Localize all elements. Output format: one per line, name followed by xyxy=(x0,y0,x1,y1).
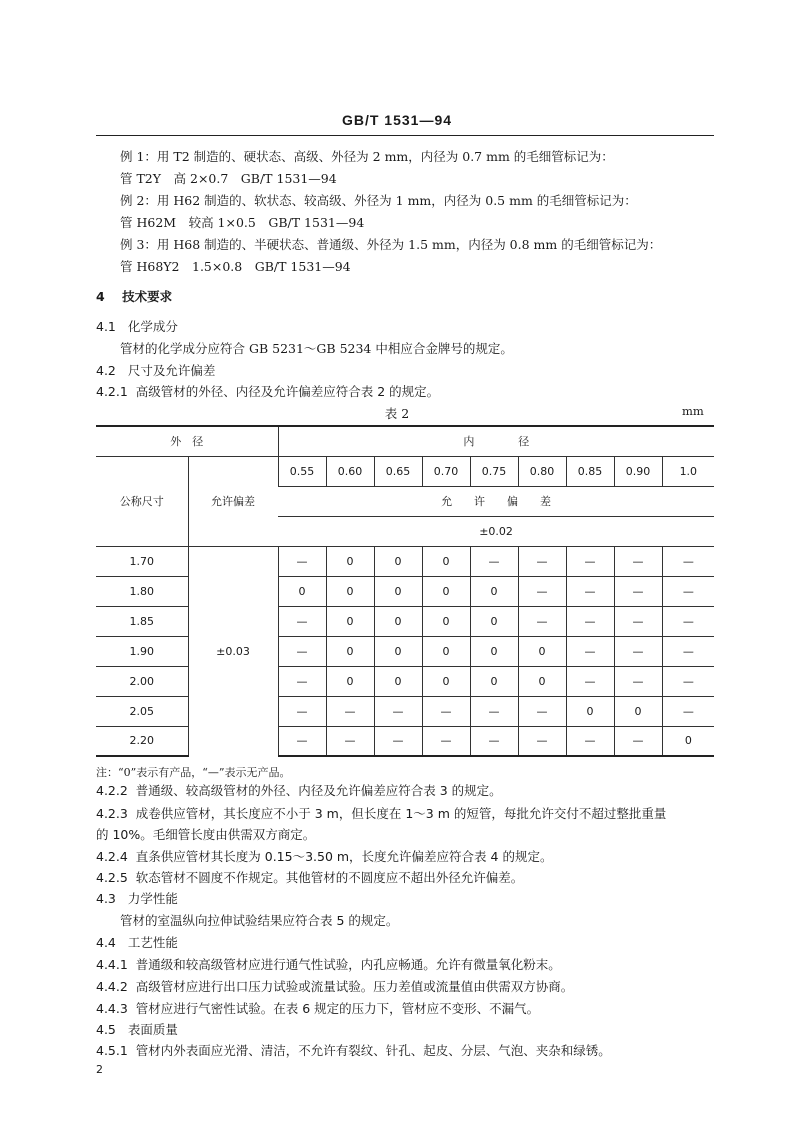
section-4-5-heading xyxy=(96,1021,178,1039)
table-cell: 0 xyxy=(662,726,714,756)
table-cell: 0 xyxy=(470,666,518,696)
clause-number: 4.4 xyxy=(96,935,116,950)
outer-diameter-value: 2.00 xyxy=(96,666,188,696)
table-cell: 0 xyxy=(374,576,422,606)
table-cell: — xyxy=(566,666,614,696)
clause-4-4-3 xyxy=(96,1000,539,1018)
table-cell: — xyxy=(662,636,714,666)
table-2-title: 表 2 xyxy=(384,406,410,421)
table-cell: 0 xyxy=(374,666,422,696)
table-cell: — xyxy=(278,606,326,636)
clause-4-2-3 xyxy=(96,805,666,823)
clause-4-2-2 xyxy=(96,782,502,800)
table-cell: — xyxy=(470,546,518,576)
table-cell: — xyxy=(278,696,326,726)
clause-number: 4.4.1 xyxy=(96,957,128,972)
table-cell: — xyxy=(326,726,374,756)
table-cell: — xyxy=(662,666,714,696)
clause-text: 力学性能 xyxy=(127,891,178,906)
clause-text: 管材内外表面应光滑、清洁，不允许有裂纹、针孔、起皮、分层、气泡、夹杂和绿锈。 xyxy=(135,1043,611,1058)
section-4-1-text: 管材的化学成分应符合 GB 5231～GB 5234 中相应合金牌号的规定。 xyxy=(120,341,513,356)
table-cell: 0 xyxy=(422,606,470,636)
inner-tolerance-label: 允 许 偏 差 xyxy=(278,486,714,516)
table-cell: — xyxy=(278,546,326,576)
clause-text: 软态管材不圆度不作规定。其他管材的不圆度应不超出外径允许偏差。 xyxy=(135,870,524,885)
table-cell: — xyxy=(278,666,326,696)
clause-text: 工艺性能 xyxy=(127,935,178,950)
outer-diameter-value: 2.05 xyxy=(96,696,188,726)
table-cell: 0 xyxy=(470,606,518,636)
table-cell: — xyxy=(518,546,566,576)
clause-text: 普通级和较高级管材应进行通气性试验，内孔应畅通。允许有微量氧化粉末。 xyxy=(135,957,561,972)
table-2-note: 注：“0”表示有产品，“—”表示无产品。 xyxy=(96,766,291,779)
section-4-2-1-text: 高级管材的外径、内径及允许偏差应符合表 2 的规定。 xyxy=(135,384,440,399)
section-4-2-1-number: 4.2.1 xyxy=(96,384,128,399)
table-cell: 0 xyxy=(374,606,422,636)
clause-text: 成卷供应管材，其长度应不小于 3 m，但长度在 1～3 m 的短管，每批允许交付不超过整批重量 xyxy=(135,806,667,821)
table-cell: 0 xyxy=(326,666,374,696)
table-cell: 0 xyxy=(470,636,518,666)
inner-diameter-value: 0.80 xyxy=(518,456,566,486)
inner-diameter-value: 0.65 xyxy=(374,456,422,486)
table-cell: — xyxy=(566,636,614,666)
table-cell: — xyxy=(470,696,518,726)
clause-text: 高级管材应进行出口压力试验或流量试验。压力差值或流量值由供需双方协商。 xyxy=(135,979,574,994)
section-4-title: 技术要求 xyxy=(122,289,173,304)
table-cell: — xyxy=(470,726,518,756)
table-cell: — xyxy=(518,576,566,606)
table-cell: 0 xyxy=(470,576,518,606)
table-cell: — xyxy=(374,696,422,726)
section-4-3-text: 管材的室温纵向拉伸试验结果应符合表 5 的规定。 xyxy=(120,913,399,928)
table-cell: — xyxy=(422,726,470,756)
inner-tolerance-value: ±0.02 xyxy=(278,516,714,546)
table-cell: — xyxy=(278,726,326,756)
outer-diameter-value: 1.85 xyxy=(96,606,188,636)
clause-4-2-3-continued: 的 10%。毛细管长度由供需双方商定。 xyxy=(96,827,316,842)
table-cell: 0 xyxy=(326,636,374,666)
example-3-mark: 管 H68Y2 1.5×0.8 GB/T 1531—94 xyxy=(120,259,351,274)
outer-diameter-value: 1.80 xyxy=(96,576,188,606)
table-cell: 0 xyxy=(326,546,374,576)
table-cell: 0 xyxy=(614,696,662,726)
section-4-2-title: 尺寸及允许偏差 xyxy=(127,363,216,378)
table-cell: 0 xyxy=(422,546,470,576)
inner-diameter-header: 内 径 xyxy=(278,426,714,456)
section-4-number: 4 xyxy=(96,289,105,304)
clause-number: 4.4.2 xyxy=(96,979,128,994)
table-cell: — xyxy=(614,606,662,636)
example-2-text: 例 2：用 H62 制造的、软状态、较高级、外径为 1 mm，内径为 0.5 mm 的毛细管标记为： xyxy=(120,193,637,208)
table-cell: 0 xyxy=(326,576,374,606)
clause-number: 4.3 xyxy=(96,891,116,906)
inner-diameter-value: 0.85 xyxy=(566,456,614,486)
header-rule xyxy=(96,135,714,136)
clause-number: 4.4.3 xyxy=(96,1001,128,1016)
table-cell: — xyxy=(662,696,714,726)
outer-diameter-header: 外 径 xyxy=(96,426,278,456)
clause-number: 4.2.2 xyxy=(96,783,128,798)
section-4-2-heading xyxy=(96,362,215,380)
table-cell: 0 xyxy=(518,636,566,666)
table-cell: — xyxy=(614,546,662,576)
table-cell: — xyxy=(374,726,422,756)
section-4-2-number: 4.2 xyxy=(96,363,116,378)
outer-tolerance-value: ±0.03 xyxy=(188,546,278,756)
clause-text: 直条供应管材其长度为 0.15～3.50 m，长度允许偏差应符合表 4 的规定。 xyxy=(135,849,553,864)
table-cell: 0 xyxy=(422,576,470,606)
inner-diameter-value: 0.55 xyxy=(278,456,326,486)
section-4-1-number: 4.1 xyxy=(96,319,116,334)
table-cell: 0 xyxy=(278,576,326,606)
table-cell: 0 xyxy=(374,636,422,666)
table-cell: — xyxy=(614,636,662,666)
example-3-text: 例 3：用 H68 制造的、半硬状态、普通级、外径为 1.5 mm，内径为 0.8 mm 的毛细管标记为： xyxy=(120,237,662,252)
table-cell: — xyxy=(566,726,614,756)
clause-4-4-2 xyxy=(96,978,573,996)
table-cell: — xyxy=(662,576,714,606)
clause-4-4-1 xyxy=(96,956,561,974)
table-cell: — xyxy=(518,726,566,756)
page-number: 2 xyxy=(96,1063,103,1076)
table-cell: — xyxy=(614,726,662,756)
section-4-heading xyxy=(96,288,172,306)
table-cell: — xyxy=(662,606,714,636)
section-4-1-heading xyxy=(96,318,178,336)
clause-text: 管材应进行气密性试验。在表 6 规定的压力下，管材应不变形、不漏气。 xyxy=(135,1001,540,1016)
section-4-3-heading xyxy=(96,890,178,908)
table-cell: — xyxy=(614,666,662,696)
table-cell: 0 xyxy=(374,546,422,576)
table-cell: 0 xyxy=(326,606,374,636)
table-2 xyxy=(96,425,714,757)
table-cell: — xyxy=(326,696,374,726)
outer-diameter-value: 2.20 xyxy=(96,726,188,756)
table-cell: — xyxy=(278,636,326,666)
table-cell: — xyxy=(662,546,714,576)
clause-4-5-1 xyxy=(96,1042,611,1060)
outer-diameter-value: 1.70 xyxy=(96,546,188,576)
table-cell: 0 xyxy=(422,666,470,696)
table-cell: — xyxy=(566,546,614,576)
example-2-mark: 管 H62M 较高 1×0.5 GB/T 1531—94 xyxy=(120,215,365,230)
table-2-unit: mm xyxy=(682,404,704,418)
example-1-mark: 管 T2Y 高 2×0.7 GB/T 1531—94 xyxy=(120,171,337,186)
clause-4-2-5 xyxy=(96,869,523,887)
clause-text: 普通级、较高级管材的外径、内径及允许偏差应符合表 3 的规定。 xyxy=(135,783,502,798)
clause-number: 4.2.4 xyxy=(96,849,128,864)
inner-diameter-value: 0.75 xyxy=(470,456,518,486)
table-cell: 0 xyxy=(422,636,470,666)
clause-4-2-4 xyxy=(96,848,552,866)
nominal-size-header: 公称尺寸 xyxy=(96,456,188,546)
clause-text: 表面质量 xyxy=(127,1022,178,1037)
tolerance-header: 允许偏差 xyxy=(188,456,278,546)
clause-number: 4.5.1 xyxy=(96,1043,128,1058)
table-cell: — xyxy=(518,696,566,726)
inner-diameter-value: 1.0 xyxy=(662,456,714,486)
table-row xyxy=(96,546,714,576)
example-1-text: 例 1：用 T2 制造的、硬状态、高级、外径为 2 mm，内径为 0.7 mm 的毛细管标记为： xyxy=(120,149,614,164)
page-header-standard-code: GB/T 1531—94 xyxy=(341,112,453,128)
section-4-4-heading xyxy=(96,934,178,952)
section-4-2-1-clause xyxy=(96,383,439,401)
table-cell: 0 xyxy=(518,666,566,696)
table-cell: — xyxy=(566,606,614,636)
table-cell: 0 xyxy=(566,696,614,726)
table-cell: — xyxy=(566,576,614,606)
outer-diameter-value: 1.90 xyxy=(96,636,188,666)
table-cell: — xyxy=(614,576,662,606)
table-cell: — xyxy=(518,606,566,636)
inner-diameter-value: 0.70 xyxy=(422,456,470,486)
section-4-1-title: 化学成分 xyxy=(127,319,178,334)
inner-diameter-value: 0.60 xyxy=(326,456,374,486)
clause-number: 4.2.3 xyxy=(96,806,128,821)
table-cell: — xyxy=(422,696,470,726)
inner-diameter-value: 0.90 xyxy=(614,456,662,486)
clause-number: 4.5 xyxy=(96,1022,116,1037)
clause-number: 4.2.5 xyxy=(96,870,128,885)
